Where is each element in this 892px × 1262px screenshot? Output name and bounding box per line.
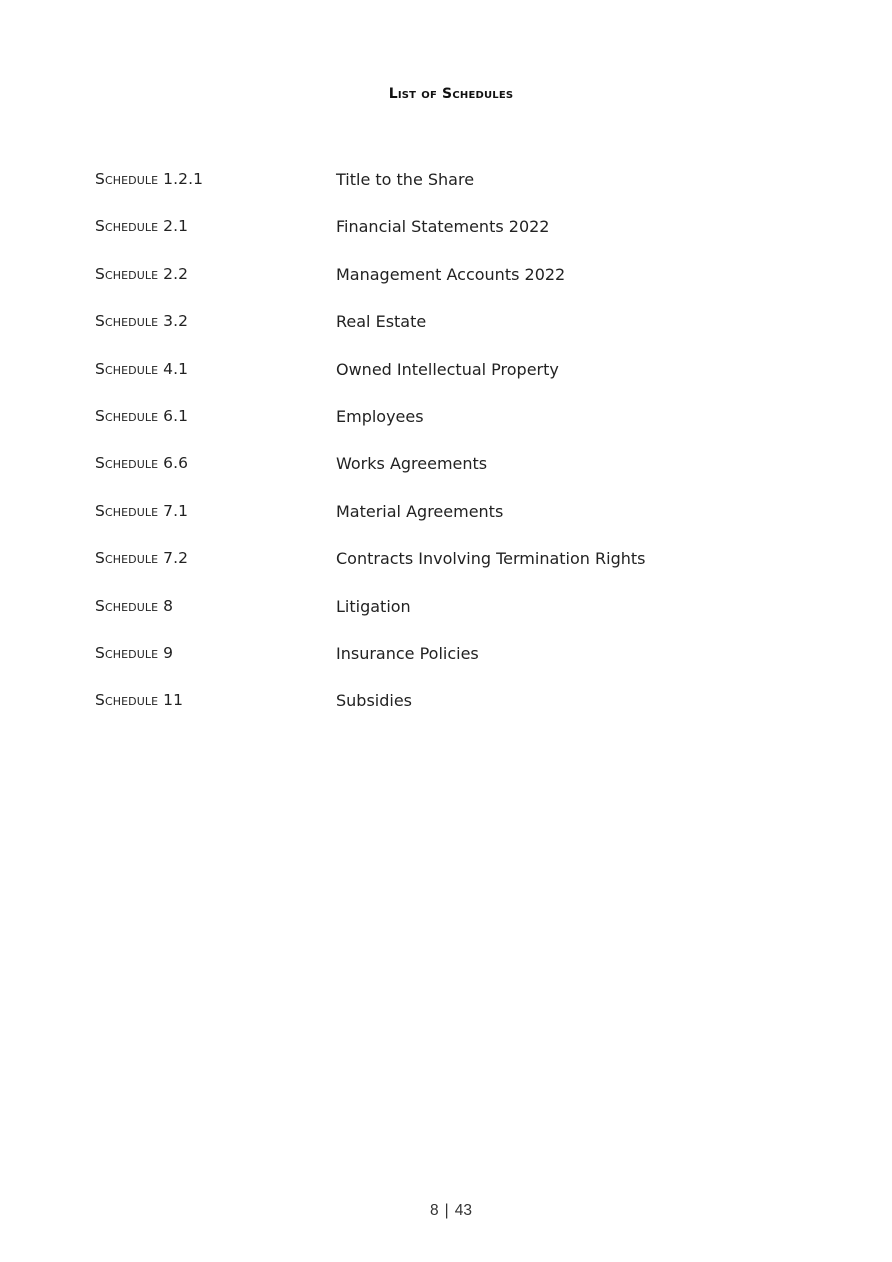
page-number: [0, 1202, 892, 1220]
list-item: [0, 597, 892, 644]
schedule-title: Insurance Policies: [336, 643, 479, 663]
schedule-title: Owned Intellectual Property: [336, 359, 559, 379]
schedule-title: Contracts Involving Termination Rights: [336, 549, 646, 569]
list-item: [0, 644, 892, 691]
list-item: [0, 407, 892, 454]
list-item: [0, 170, 892, 217]
schedule-ref: Schedule 7.2: [95, 549, 189, 568]
schedule-title: Litigation: [336, 596, 411, 616]
current-page-number: 8: [430, 1202, 439, 1219]
schedule-list: [0, 170, 892, 739]
schedule-title: Real Estate: [336, 312, 427, 332]
list-item: [0, 312, 892, 359]
schedule-title: Management Accounts 2022: [336, 264, 566, 284]
page-number-separator: |: [444, 1202, 449, 1219]
list-item: [0, 360, 892, 407]
list-item: [0, 265, 892, 312]
schedule-title: Employees: [336, 406, 424, 426]
schedule-ref: Schedule 6.6: [95, 454, 189, 473]
schedule-ref: Schedule 2.1: [95, 217, 189, 236]
total-page-count: 43: [454, 1202, 472, 1219]
list-item: [0, 454, 892, 501]
schedule-ref: Schedule 1.2.1: [95, 170, 204, 188]
schedule-ref: Schedule 8: [95, 596, 174, 615]
schedule-title: Financial Statements 2022: [336, 217, 550, 237]
schedule-ref: Schedule 11: [95, 691, 184, 710]
schedule-ref: Schedule 9: [95, 643, 174, 662]
schedule-title: Subsidies: [336, 691, 413, 711]
list-item: [0, 502, 892, 549]
list-item: [0, 549, 892, 596]
schedule-title: Title to the Share: [336, 170, 475, 189]
schedule-ref: Schedule 6.1: [95, 406, 189, 425]
list-item: [0, 217, 892, 264]
schedule-ref: Schedule 4.1: [95, 359, 189, 378]
schedule-title: Works Agreements: [336, 454, 488, 474]
schedule-title: Material Agreements: [336, 501, 504, 521]
schedule-ref: Schedule 7.1: [95, 501, 189, 520]
schedule-ref: Schedule 3.2: [95, 312, 189, 331]
list-item: [0, 691, 892, 738]
schedule-ref: Schedule 2.2: [95, 264, 189, 283]
page-title: List of Schedules: [388, 86, 514, 102]
